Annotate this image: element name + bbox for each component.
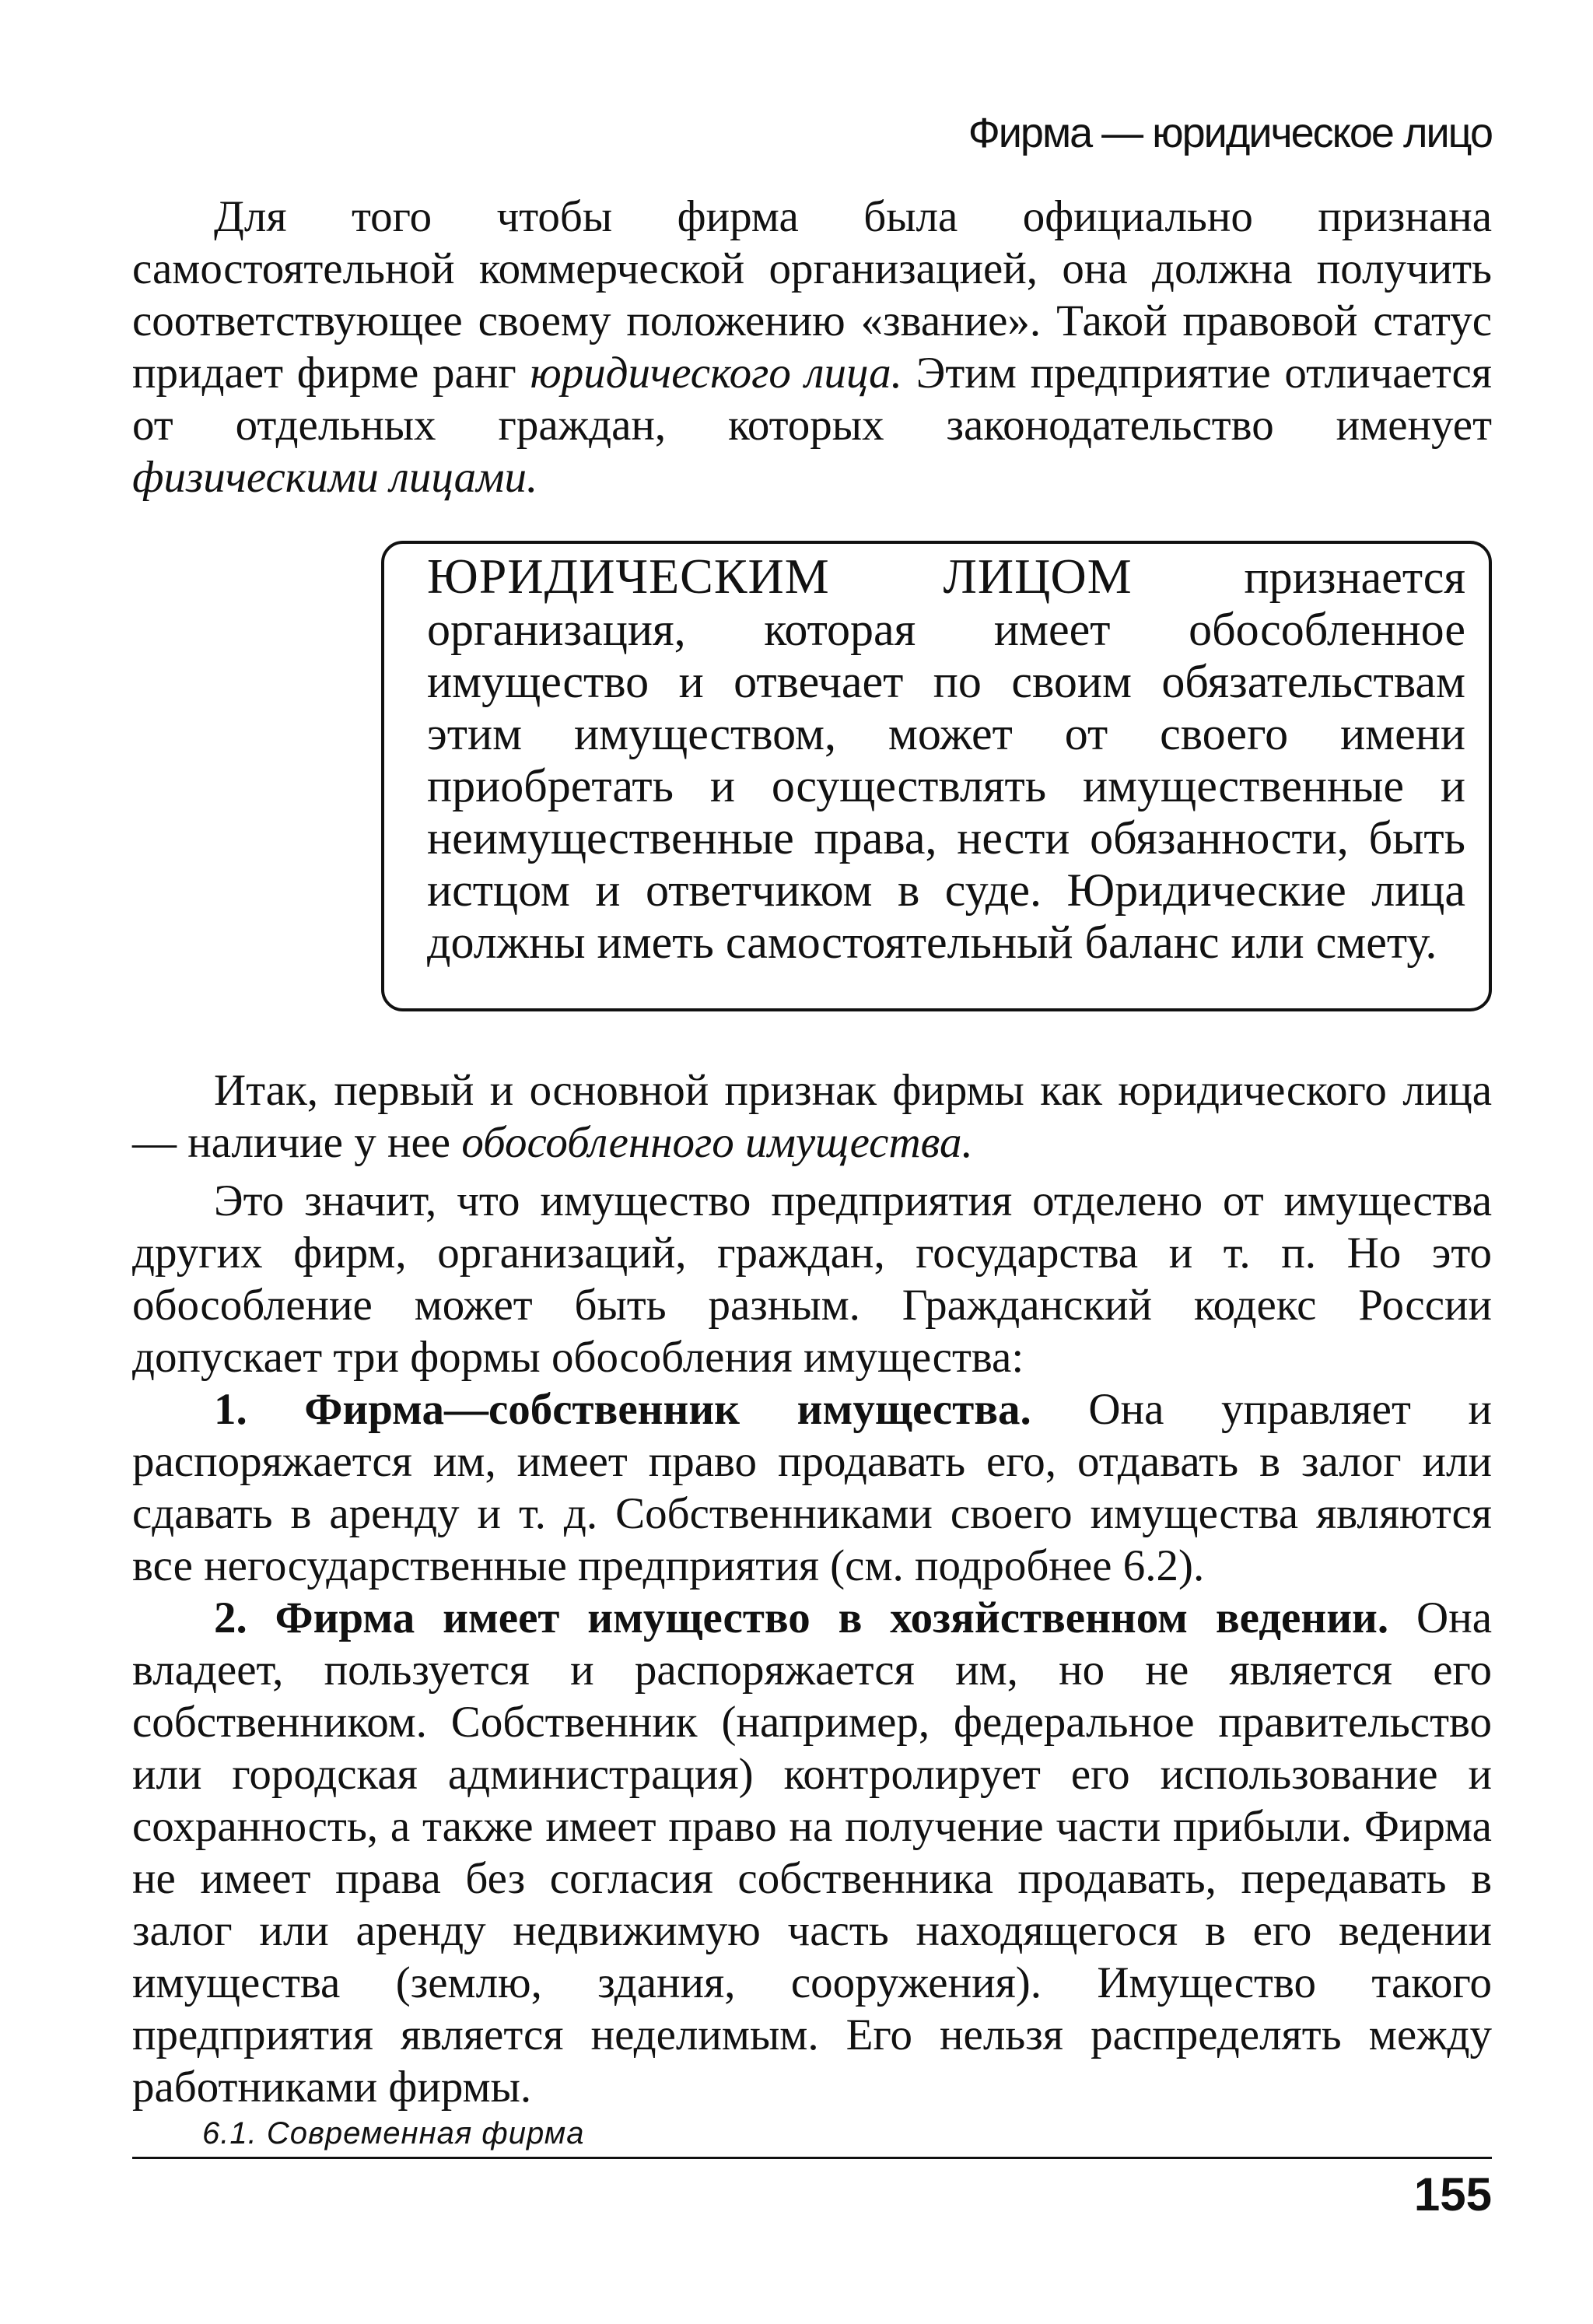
paragraph-separation-forms: Это значит, что имущество предприятия отделено от имущества других фирм, организаций, граждан, государства и т. п. Но это обособление может быть разным. Гражданский кодекс России допускает три формы обособления имущества: (132, 1176, 1492, 1382)
list-item-owner-text: Она управляет и распоряжается им, имеет право продавать его, отдавать в залог или сдавать в аренду и т. д. Собственниками своего имущества являются все негосударственные предприятия (см. подробнее 6.2). (132, 1385, 1492, 1590)
list-item-economic-management-text: Она владеет, пользуется и распоряжается им, но не является его собственником. Собственник (например, федеральное правительство или городская администрация) контролирует его использование и сохранность, а также имеет право на получение части прибыли. Фирма не имеет права без согласия собственника продавать, передавать в залог или аренду недвижимую часть находящегося в его ведении имущества (землю, здания, сооружения). Имущество такого предприятия является неделимым. Его нельзя распределять между работниками фирмы. (132, 1593, 1492, 2112)
list-item-owner-heading: 1. Фирма—собственник имущества. (214, 1385, 1031, 1434)
running-header: Фирма — юридическое лицо (968, 110, 1492, 156)
definition-box (381, 541, 1492, 1011)
paragraph-first-feature (132, 1064, 1492, 1169)
term-legal-entity: юридического лица. (530, 349, 902, 398)
intro-paragraph (132, 191, 1492, 503)
page-number: 155 (1413, 2168, 1492, 2221)
list-item-owner (132, 1383, 1492, 1592)
footer-divider (132, 2157, 1492, 2159)
term-separate-property: обособленного имущества. (461, 1118, 973, 1167)
intro-text-1: Для того чтобы фирма была официально признана самостоятельной коммерческой организацией, она должна получить соответствующее своему положению «звание». Такой правовой статус придает фирме ранг (132, 192, 1492, 398)
intro-text-2: Этим предприятие отличается от отдельных граждан, которых законодательство именует (132, 349, 1492, 450)
definition-term: ЮРИДИЧЕСКИМ ЛИЦОМ (427, 549, 1133, 604)
list-item-economic-management (132, 1592, 1492, 2113)
paragraph-first-feature-text: Итак, первый и основной признак фирмы как юридического лица — наличие у нее (132, 1066, 1492, 1167)
term-natural-persons: физическими лицами. (132, 453, 538, 502)
definition-body: признается организация, которая имеет обособленное имущество и отвечает по своим обязательствам этим имуществом, может от своего имени приобретать и осуществлять имущественные и неимущественные права, нести обязанности, быть истцом и ответчиком в суде. Юридические лица должны иметь самостоятельный баланс или смету. (427, 552, 1465, 968)
definition-text (427, 550, 1465, 969)
main-text (132, 1064, 1492, 2113)
list-item-economic-management-heading: 2. Фирма имеет имущество в хозяйственном ведении. (214, 1593, 1389, 1642)
section-label: 6.1. Современная фирма (202, 2116, 585, 2150)
